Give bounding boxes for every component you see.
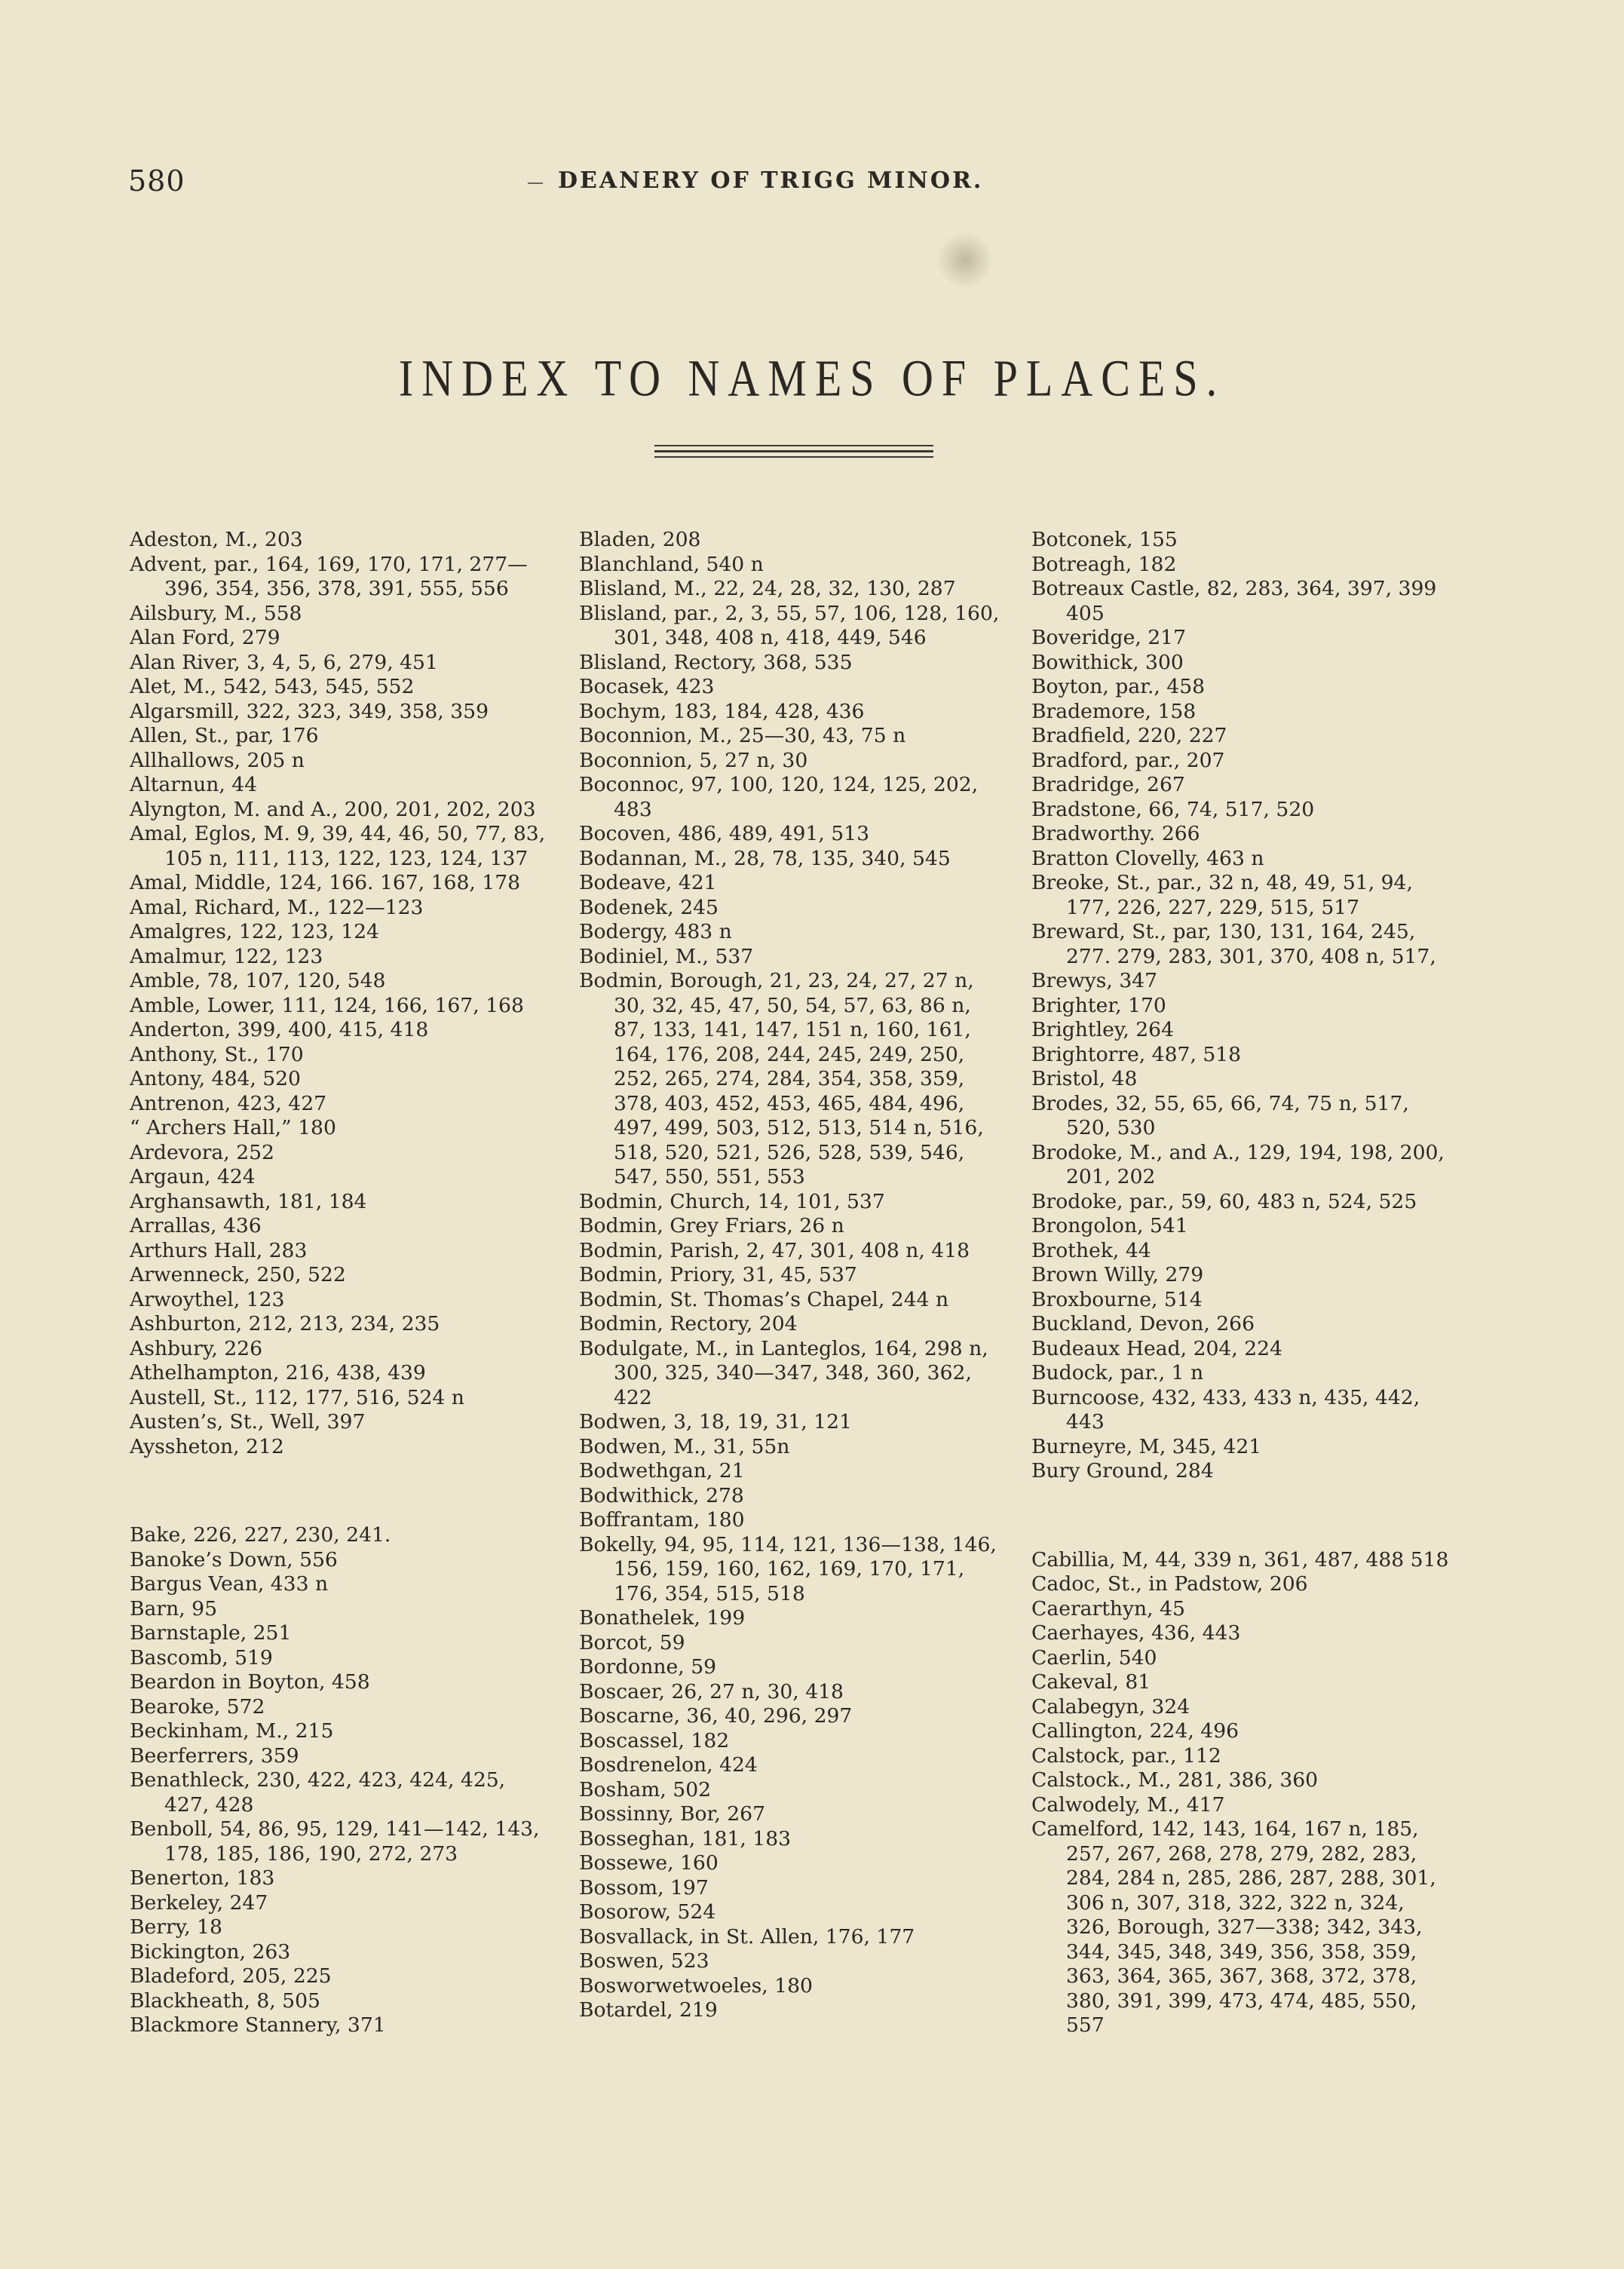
index-entry: Brighter, 170	[1031, 993, 1166, 1017]
index-entry: Burneyre, M, 345, 421	[1031, 1434, 1262, 1458]
index-entry: Ailsbury, M., 558	[130, 601, 302, 625]
index-entry: Brademore, 158	[1031, 699, 1197, 723]
index-entry: Bodmin, Priory, 31, 45, 537	[579, 1263, 857, 1286]
index-entry: Adeston, M., 203	[130, 528, 303, 551]
index-entry: Argaun, 424	[130, 1165, 256, 1188]
index-entry: Bocasek, 423	[579, 675, 715, 698]
index-entry: Bradstone, 66, 74, 517, 520	[1031, 797, 1315, 821]
index-entry: Brodoke, par., 59, 60, 483 n, 524, 525	[1031, 1189, 1417, 1213]
index-entry: Anthony, St., 170	[130, 1042, 304, 1066]
index-entry: Botreaux Castle, 82, 283, 364, 397, 399 405	[1031, 577, 1437, 625]
index-entry: Bladeford, 205, 225	[130, 1964, 332, 1988]
index-entry: Bodeave, 421	[579, 871, 717, 894]
index-entry: Antony, 484, 520	[130, 1067, 301, 1090]
index-entry: Allen, St., par, 176	[130, 724, 319, 747]
index-column-1	[130, 528, 552, 2038]
running-head-dash	[528, 182, 543, 184]
index-entry: Caerarthyn, 45	[1031, 1596, 1185, 1620]
title-rule-middle	[654, 450, 933, 452]
index-entry: Callington, 224, 496	[1031, 1719, 1239, 1743]
index-entry: Ashburton, 212, 213, 234, 235	[130, 1312, 440, 1335]
index-entry: Bowithick, 300	[1031, 650, 1184, 674]
index-entry: Bocoven, 486, 489, 491, 513	[579, 822, 870, 845]
index-entry: Brongolon, 541	[1031, 1214, 1188, 1237]
page-number: 580	[128, 164, 185, 198]
index-entry: Boyton, par., 458	[1031, 675, 1206, 698]
index-entry: Bosham, 502	[579, 1777, 712, 1801]
index-entry: Altarnun, 44	[130, 773, 258, 796]
index-entry: Benboll, 54, 86, 95, 129, 141—142, 143, 178, 185, 186, 190, 272, 273	[130, 1817, 540, 1866]
index-entry: Algarsmill, 322, 323, 349, 358, 359	[130, 699, 489, 723]
index-entry: Arrallas, 436	[130, 1214, 262, 1237]
index-entry: Boswen, 523	[579, 1949, 709, 1973]
index-entry: Boconnion, 5, 27 n, 30	[579, 748, 808, 772]
index-entry: Bossewe, 160	[579, 1851, 719, 1875]
index-entry: Bodmin, Church, 14, 101, 537	[579, 1189, 885, 1213]
index-entry: Austell, St., 112, 177, 516, 524 n	[130, 1385, 464, 1409]
index-entry: Caerlin, 540	[1031, 1645, 1157, 1670]
index-entry: Banoke’s Down, 556	[130, 1547, 338, 1571]
index-entry: Bossom, 197	[579, 1875, 709, 1900]
index-entry: Cabillia, M, 44, 339 n, 361, 487, 488 518	[1031, 1547, 1449, 1571]
index-entry: Amalmur, 122, 123	[130, 944, 323, 968]
index-entry: Arghansawth, 181, 184	[130, 1189, 367, 1213]
index-entry: Beardon in Boyton, 458	[130, 1670, 370, 1694]
index-entry: Berry, 18	[130, 1915, 222, 1939]
running-head: DEANERY OF TRIGG MINOR.	[558, 167, 984, 194]
index-entry: Bosorow, 524	[579, 1900, 716, 1924]
index-entry: Allhallows, 205 n	[130, 748, 305, 772]
index-entry: Bosworwetwoeles, 180	[579, 1973, 813, 1998]
index-entry: Brewys, 347	[1031, 969, 1158, 992]
index-entry: Bury Ground, 284	[1031, 1459, 1214, 1483]
index-column-3	[1031, 528, 1454, 2038]
index-entry: Arwoythel, 123	[130, 1287, 285, 1311]
index-entry: Bokelly, 94, 95, 114, 121, 136—138, 146, 156, 159, 160, 162, 169, 170, 171, 176, 354, 515, 518	[579, 1532, 997, 1605]
index-entry: Blisland, M., 22, 24, 28, 32, 130, 287	[579, 577, 956, 600]
index-entry: Berkeley, 247	[130, 1890, 268, 1915]
index-entry: Bladen, 208	[579, 528, 701, 551]
index-entry: Camelford, 142, 143, 164, 167 n, 185, 257, 267, 268, 278, 279, 282, 283, 284, 284 n, 285, 286, 287, 288, 301, 306 n, 307, 318, 322, 322 n, 324, 326, Borough, 327—338; 342, 343, 344, 345, 348, 349, 356, 358, 359, 363, 364, 365, 367, 368, 372, 378, 380, 391, 399, 473, 474, 485, 550, 557	[1031, 1817, 1436, 2038]
index-entry: Bristol, 48	[1031, 1067, 1138, 1090]
index-entry: Amal, Middle, 124, 166. 167, 168, 178	[130, 871, 521, 894]
index-entry: Blisland, par., 2, 3, 55, 57, 106, 128, 160, 301, 348, 408 n, 418, 449, 546	[579, 601, 1000, 649]
index-entry: Bearoke, 572	[130, 1694, 265, 1719]
index-entry: Beckinham, M., 215	[130, 1719, 334, 1743]
index-entry: Bradford, par., 207	[1031, 748, 1225, 772]
index-entry: Bodannan, M., 28, 78, 135, 340, 545	[579, 846, 951, 870]
index-entry: Ayssheton, 212	[130, 1434, 284, 1458]
index-entry: Bradfield, 220, 227	[1031, 724, 1227, 747]
index-entry: Brown Willy, 279	[1031, 1263, 1204, 1286]
index-entry: Benerton, 183	[130, 1866, 275, 1890]
index-entry: Alyngton, M. and A., 200, 201, 202, 203	[130, 797, 536, 821]
index-entry: Bochym, 183, 184, 428, 436	[579, 699, 865, 723]
index-entry: Bodenek, 245	[579, 895, 719, 919]
index-entry: Bosvallack, in St. Allen, 176, 177	[579, 1924, 915, 1949]
index-entry: Bodiniel, M., 537	[579, 944, 754, 968]
index-entry: Broxbourne, 514	[1031, 1287, 1203, 1311]
index-entry: Alan River, 3, 4, 5, 6, 279, 451	[130, 650, 438, 674]
index-entry: Ardevora, 252	[130, 1140, 274, 1164]
title-rule-top	[654, 445, 933, 446]
index-entry: Botardel, 219	[579, 1998, 718, 2022]
index-entry: Bodwen, 3, 18, 19, 31, 121	[579, 1410, 852, 1433]
index-entry: Bodergy, 483 n	[579, 920, 732, 943]
index-entry: Amble, 78, 107, 120, 548	[130, 969, 386, 992]
index-entry: Bodmin, Rectory, 204	[579, 1312, 798, 1335]
index-entry: Budock, par., 1 n	[1031, 1361, 1204, 1384]
index-entry: Burncoose, 432, 433, 433 n, 435, 442, 443	[1031, 1385, 1420, 1433]
index-entry: Antrenon, 423, 427	[130, 1091, 327, 1115]
index-entry: Caerhayes, 436, 443	[1031, 1621, 1241, 1645]
index-entry: Blackmore Stannery, 371	[130, 2013, 386, 2038]
index-entry: Benathleck, 230, 422, 423, 424, 425, 427, 428	[130, 1768, 506, 1817]
index-entry: Boscaer, 26, 27 n, 30, 418	[579, 1679, 844, 1703]
index-entry: Brothek, 44	[1031, 1238, 1151, 1262]
index-entry: Arwenneck, 250, 522	[130, 1263, 346, 1286]
page-title: INDEX TO NAMES OF PLACES.	[398, 349, 1226, 407]
index-entry: Botreagh, 182	[1031, 552, 1177, 576]
index-entry: Bossinny, Bor, 267	[579, 1802, 766, 1826]
index-entry: Brodoke, M., and A., 129, 194, 198, 200, 201, 202	[1031, 1140, 1445, 1188]
index-entry: Breoke, St., par., 32 n, 48, 49, 51, 94, 177, 226, 227, 229, 515, 517	[1031, 871, 1413, 919]
index-entry: Bonathelek, 199	[579, 1606, 746, 1630]
index-entry: Calwodely, M., 417	[1031, 1792, 1225, 1817]
index-entry: Bake, 226, 227, 230, 241.	[130, 1523, 391, 1547]
index-entry: Amal, Richard, M., 122—123	[130, 895, 424, 919]
index-entry: Boscarne, 36, 40, 296, 297	[579, 1704, 853, 1728]
index-entry: Anderton, 399, 400, 415, 418	[130, 1018, 429, 1041]
index-entry: Budeaux Head, 204, 224	[1031, 1336, 1283, 1360]
index-entry: Alan Ford, 279	[130, 626, 280, 649]
index-entry: Boffrantam, 180	[579, 1508, 745, 1532]
index-entry: Botconek, 155	[1031, 528, 1178, 551]
index-entry: Blackheath, 8, 505	[130, 1988, 320, 2013]
index-entry: Bodulgate, M., in Lanteglos, 164, 298 n, 300, 325, 340—347, 348, 360, 362, 422	[579, 1336, 988, 1409]
index-entry: Brightorre, 487, 518	[1031, 1042, 1242, 1066]
index-entry: Brodes, 32, 55, 65, 66, 74, 75 n, 517, 520, 530	[1031, 1091, 1409, 1139]
index-entry: Ashbury, 226	[130, 1336, 263, 1360]
index-entry: Borcot, 59	[579, 1630, 685, 1654]
index-entry: Barnstaple, 251	[130, 1621, 292, 1645]
index-entry: Bordonne, 59	[579, 1655, 717, 1679]
index-entry: Athelhampton, 216, 438, 439	[130, 1361, 426, 1384]
index-entry: Advent, par., 164, 169, 170, 171, 277— 396, 354, 356, 378, 391, 555, 556	[130, 552, 528, 600]
index-entry: Austen’s, St., Well, 397	[130, 1410, 366, 1433]
index-entry: Bodwethgan, 21	[579, 1459, 745, 1483]
index-entry: Bodmin, Borough, 21, 23, 24, 27, 27 n, 30, 32, 45, 47, 50, 54, 57, 63, 86 n, 87, 133, 141, 147, 151 n, 160, 161, 164, 176, 208, 244, 245, 249, 250, 252, 265, 274, 284, 354, 358, 359, 378, 403, 452, 453, 465, 484, 496, 497, 499, 503, 512, 513, 514 n, 516, 518, 520, 521, 526, 528, 539, 546, 547, 550, 551, 553	[579, 969, 984, 1188]
index-entry: Bosdrenelon, 424	[579, 1753, 758, 1777]
index-entry: Boscassel, 182	[579, 1728, 730, 1752]
index-entry: Boveridge, 217	[1031, 626, 1186, 649]
index-entry: Bratton Clovelly, 463 n	[1031, 846, 1264, 870]
index-entry: Buckland, Devon, 266	[1031, 1312, 1255, 1335]
index-entry: Calstock, par., 112	[1031, 1743, 1221, 1768]
index-column-2	[579, 528, 1001, 2023]
index-entry: Bodmin, St. Thomas’s Chapel, 244 n	[579, 1287, 949, 1311]
index-entry: Amal, Eglos, M. 9, 39, 44, 46, 50, 77, 83, 105 n, 111, 113, 122, 123, 124, 137	[130, 822, 546, 870]
index-entry: Bradworthy. 266	[1031, 822, 1200, 845]
index-entry: Boconnoc, 97, 100, 120, 124, 125, 202, 483	[579, 773, 979, 821]
index-entry: Bradridge, 267	[1031, 773, 1185, 796]
index-entry: Bodmin, Parish, 2, 47, 301, 408 n, 418	[579, 1238, 970, 1262]
index-entry: Beerferrers, 359	[130, 1743, 299, 1768]
index-entry: Cakeval, 81	[1031, 1670, 1151, 1694]
index-entry: Cadoc, St., in Padstow, 206	[1031, 1572, 1308, 1596]
index-entry: Boconnion, M., 25—30, 43, 75 n	[579, 724, 906, 747]
index-entry: Amalgres, 122, 123, 124	[130, 920, 379, 943]
index-entry: Blanchland, 540 n	[579, 552, 764, 576]
index-entry: Bickington, 263	[130, 1939, 291, 1964]
index-entry: Bodmin, Grey Friars, 26 n	[579, 1214, 844, 1237]
index-entry: Alet, M., 542, 543, 545, 552	[130, 675, 415, 698]
index-entry: Barn, 95	[130, 1596, 217, 1620]
index-entry: Bodwithick, 278	[579, 1483, 744, 1507]
letter-section-gap	[130, 1479, 552, 1504]
index-entry: Bosseghan, 181, 183	[579, 1826, 792, 1850]
letter-section-gap	[1031, 1504, 1454, 1528]
index-entry: Brightley, 264	[1031, 1018, 1174, 1041]
index-entry: Bargus Vean, 433 n	[130, 1572, 329, 1596]
title-rule-bottom	[654, 456, 933, 458]
index-entry: Bodwen, M., 31, 55n	[579, 1434, 790, 1458]
index-entry: Bascomb, 519	[130, 1645, 273, 1670]
ink-stain	[935, 234, 995, 287]
index-entry: Blisland, Rectory, 368, 535	[579, 650, 853, 674]
index-entry: “ Archers Hall,” 180	[130, 1116, 336, 1139]
index-entry: Calabegyn, 324	[1031, 1694, 1190, 1719]
index-entry: Calstock., M., 281, 386, 360	[1031, 1768, 1319, 1792]
index-entry: Breward, St., par, 130, 131, 164, 245, 277. 279, 283, 301, 370, 408 n, 517,	[1031, 920, 1436, 968]
index-entry: Arthurs Hall, 283	[130, 1238, 308, 1262]
index-entry: Amble, Lower, 111, 124, 166, 167, 168	[130, 993, 524, 1017]
